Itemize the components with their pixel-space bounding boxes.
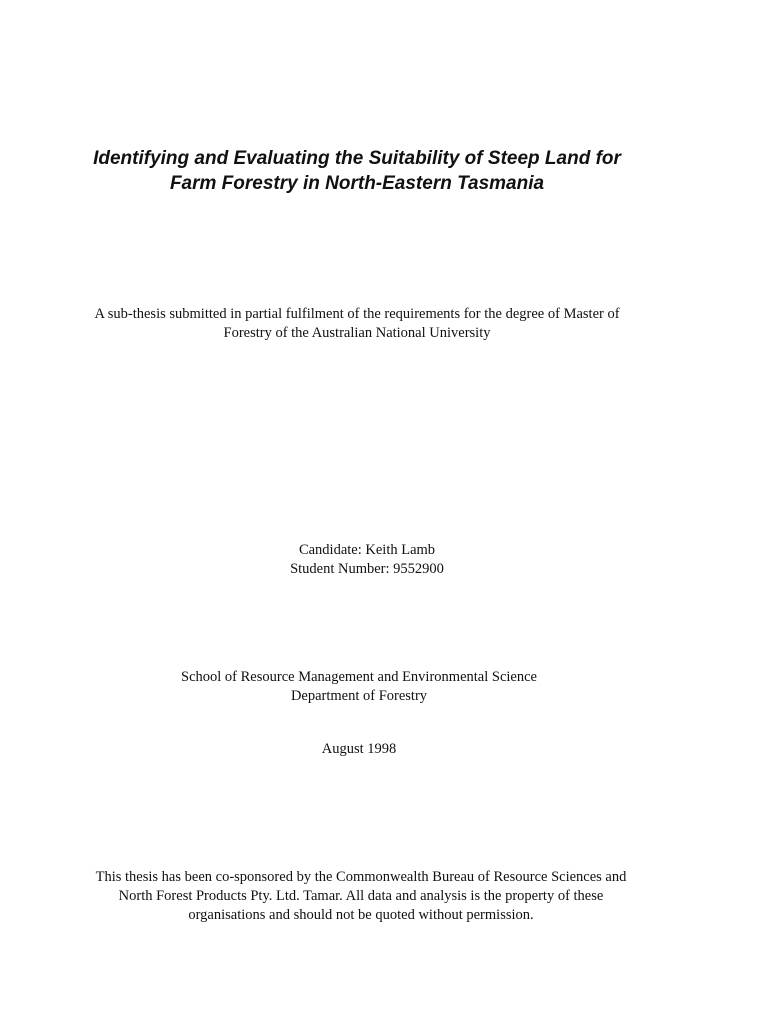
submission-date	[0, 740, 718, 759]
subthesis-statement	[0, 305, 714, 343]
sponsorship-line-2: North Forest Products Pty. Ltd. Tamar. All data and analysis is the property of these	[118, 888, 604, 904]
student-number: Student Number: 9552900	[290, 561, 444, 577]
submission-date-text: August 1998	[321, 741, 397, 757]
thesis-title-line-1: Identifying and Evaluating the Suitability of Steep Land for	[93, 148, 621, 169]
institution-info	[0, 668, 718, 706]
subthesis-statement-line-2: Forestry of the Australian National University	[223, 325, 491, 341]
sponsorship-line-3: organisations and should not be quoted without permission.	[188, 907, 534, 923]
candidate-info	[0, 541, 734, 579]
thesis-title	[0, 146, 714, 196]
thesis-title-line-2: Farm Forestry in North-Eastern Tasmania	[169, 173, 545, 194]
sponsorship-line-1: This thesis has been co-sponsored by the Commonwealth Bureau of Resource Sciences and	[95, 869, 627, 885]
subthesis-statement-line-1: A sub-thesis submitted in partial fulfilment of the requirements for the degree of Master of	[94, 306, 620, 322]
sponsorship-statement	[0, 868, 722, 925]
department-name: Department of Forestry	[290, 688, 428, 704]
school-name: School of Resource Management and Environmental Science	[181, 669, 537, 685]
candidate-name: Candidate: Keith Lamb	[298, 542, 436, 558]
